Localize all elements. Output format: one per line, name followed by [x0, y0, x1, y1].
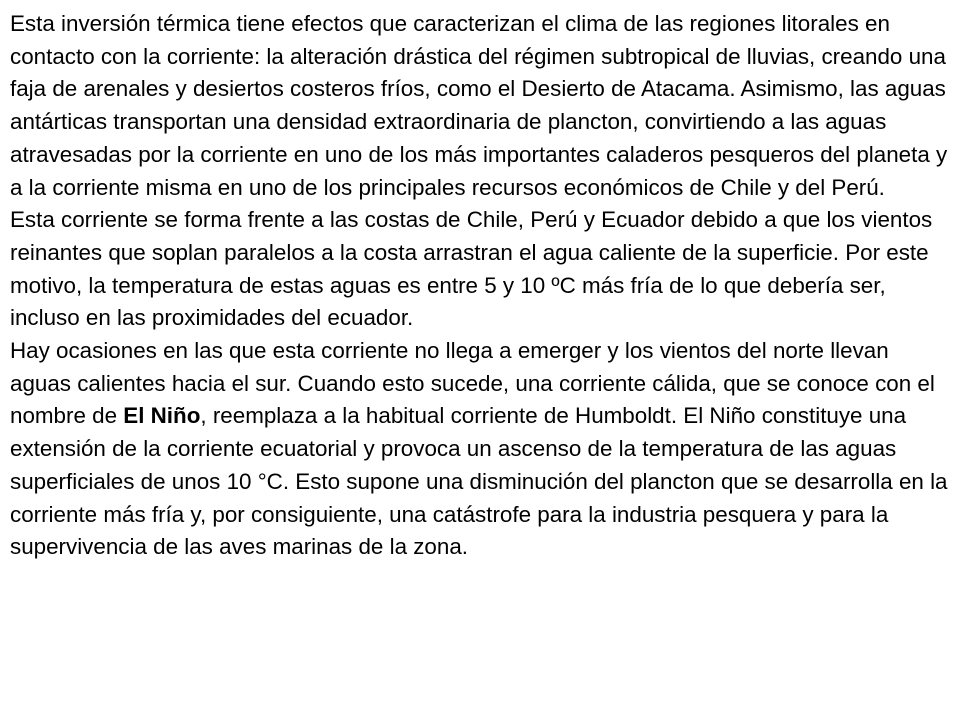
paragraph-el-nino-text-before: Hay ocasiones en las que esta corriente no llega a emerger y los vientos del norte llevan aguas calientes hacia el sur. Cuando esto sucede, una corriente cálida, que se conoce con el nombre de	[10, 338, 935, 429]
el-nino-term: El Niño	[123, 403, 201, 429]
paragraph-inversion-termica: Esta inversión térmica tiene efectos que caracterizan el clima de las regiones litorales en contacto con la corriente: la alteración drástica del régimen subtropical de lluvias, creando una faja de arenales y desiertos costeros fríos, como el Desierto de Atacama. Asimismo, las aguas antárticas transportan una densidad extraordinaria de plancton, convirtiendo a las aguas atravesadas por la corriente en uno de los más importantes caladeros pesqueros del planeta y a la corriente misma en uno de los principales recursos económicos de Chile y del Perú.	[10, 11, 948, 200]
paragraph-el-nino-text-after: , reemplaza a la habitual corriente de Humboldt. El Niño constituye una extensión de la corriente ecuatorial y provoca un ascenso de la temperatura de las aguas superficiales de unos 10 °C. Esto supone una disminución del plancton que se desarrolla en la corriente más fría y, por consiguiente, una catástrofe para la industria pesquera y para la supervivencia de las aves marinas de la zona.	[10, 403, 948, 560]
paragraph-formacion-corriente: Esta corriente se forma frente a las costas de Chile, Perú y Ecuador debido a que los vientos reinantes que soplan paralelos a la costa arrastran el agua caliente de la superficie. Por este motivo, la temperatura de estas aguas es entre 5 y 10 ºC más fría de lo que debería ser, incluso en las proximidades del ecuador.	[10, 207, 933, 331]
paragraph-el-nino	[10, 335, 952, 564]
document-body	[10, 8, 952, 564]
